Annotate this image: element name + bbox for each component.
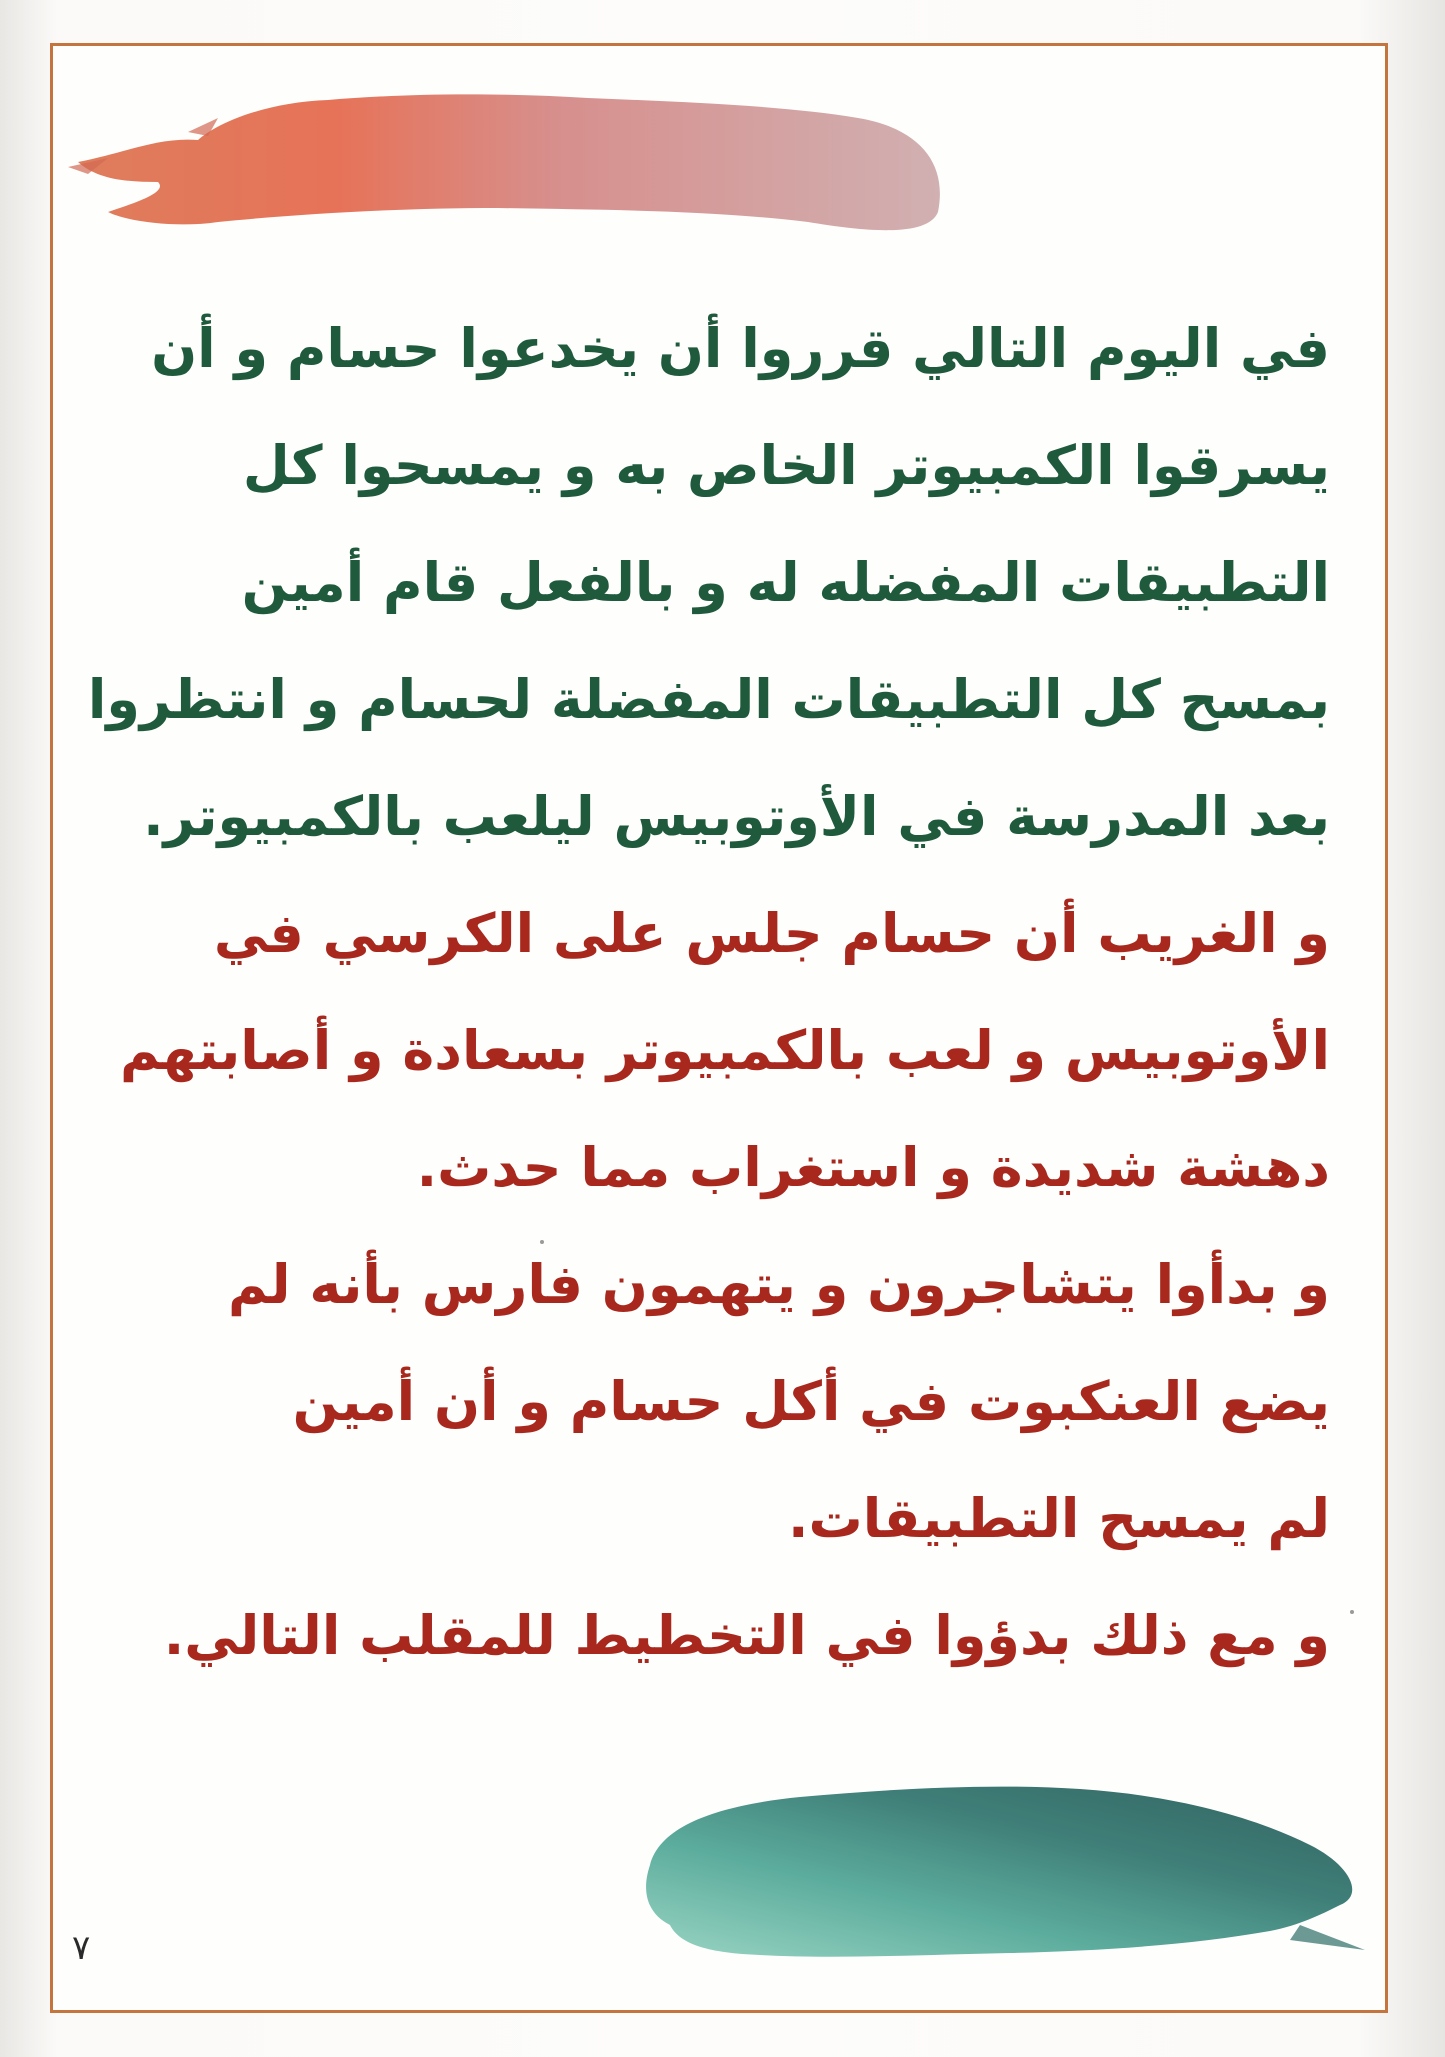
text-line: يضع العنكبوت في أكل حسام و أن أمين [292,1370,1330,1433]
text-line: بعد المدرسة في الأوتوبيس ليلعب بالكمبيوتر. [143,785,1330,848]
text-line: و الغريب أن حسام جلس على الكرسي في [213,902,1330,965]
speck [540,1240,544,1244]
text-line: و بدأوا يتشاجرون و يتهمون فارس بأنه لم [227,1253,1330,1316]
text-line: في اليوم التالي قرروا أن يخدعوا حسام و أن [151,317,1330,380]
page-number: ٧ [72,1928,91,1968]
speck [1350,1610,1354,1614]
text-line: الأوتوبيس و لعب بالكمبيوتر بسعادة و أصابتهم [119,1019,1330,1082]
brush-stroke-top [68,62,958,242]
text-line: يسرقوا الكمبيوتر الخاص به و يمسحوا كل [242,434,1330,497]
brush-stroke-bottom [630,1755,1370,1970]
text-line: و مع ذلك بدؤوا في التخطيط للمقلب التالي. [163,1604,1330,1667]
text-line: دهشة شديدة و استغراب مما حدث. [416,1136,1330,1199]
text-line: بمسح كل التطبيقات المفضلة لحسام و انتظروا [87,668,1330,731]
text-line: لم يمسح التطبيقات. [787,1487,1330,1550]
story-text [87,290,1330,1694]
text-line: التطبيقات المفضله له و بالفعل قام أمين [241,551,1330,614]
